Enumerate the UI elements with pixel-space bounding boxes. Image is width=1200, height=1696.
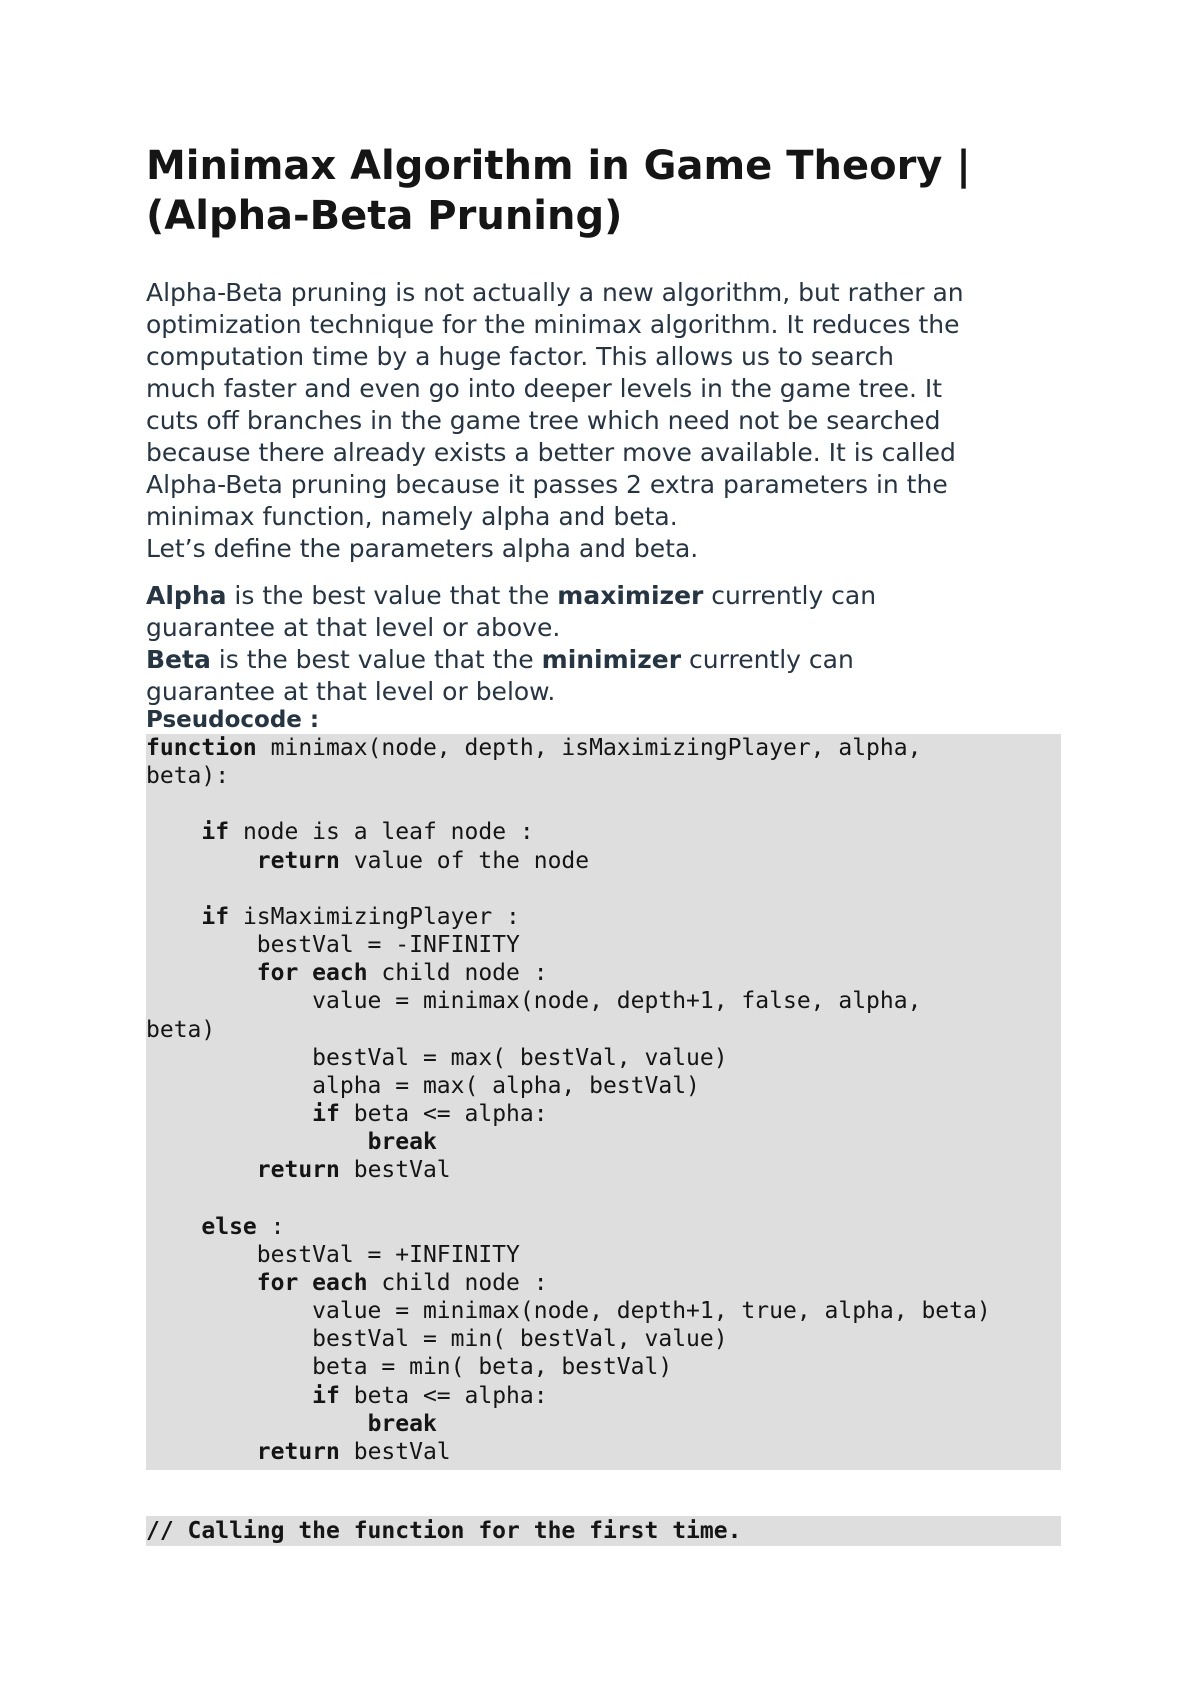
code-keyword: for each (256, 1269, 368, 1296)
alpha-text-1: is the best value that the (226, 581, 558, 610)
code-line: beta) (146, 1016, 216, 1043)
code-line: bestVal = -INFINITY (146, 932, 520, 959)
alpha-text-2: currently can guarantee at that level or above. (146, 581, 877, 642)
code-line: bestVal = +INFINITY (146, 1241, 520, 1268)
code-line: else : (201, 1213, 285, 1240)
code-keyword: for each (256, 960, 368, 987)
code-line: beta = min( beta, bestVal) (146, 1354, 673, 1381)
code-line: bestVal = min( bestVal, value) (146, 1326, 728, 1353)
beta-text-2: currently can guarantee at that level or below. (146, 645, 854, 706)
code-line: return bestVal (256, 1157, 451, 1184)
code-line (146, 875, 1061, 903)
beta-term: Beta (146, 645, 211, 674)
code-keyword: if (312, 1101, 340, 1128)
code-line: if node is a leaf node : (201, 819, 534, 846)
code-line: beta): (146, 763, 230, 790)
code-line: return value of the node (256, 847, 590, 874)
code-line: value = minimax(node, depth+1, false, alpha, (146, 988, 922, 1015)
code-line: if isMaximizingPlayer : (201, 903, 520, 930)
code-keyword: break (367, 1410, 437, 1437)
code-keyword: if (312, 1382, 340, 1409)
code-line: alpha = max( alpha, bestVal) (146, 1072, 700, 1099)
pseudocode-heading: Pseudocode : (146, 707, 320, 733)
code-line (146, 1410, 1061, 1438)
code-line: value = minimax(node, depth+1, true, alpha, beta) (146, 1298, 991, 1325)
beta-role: minimizer (541, 645, 682, 674)
page-title: Minimax Algorithm in Game Theory | (Alpha-Beta Pruning) (146, 143, 971, 239)
code-line: for each child node : (256, 960, 548, 987)
code-line: function minimax(node, depth, isMaximizingPlayer, alpha, (146, 735, 922, 761)
code-keyword: if (201, 903, 230, 930)
code-line: return bestVal (256, 1438, 451, 1465)
code-line: bestVal = max( bestVal, value) (146, 1044, 728, 1071)
code-line (146, 1185, 1061, 1213)
code-keyword: if (201, 819, 230, 846)
code-line (146, 1128, 1061, 1156)
beta-text-1: is the best value that the (210, 645, 542, 674)
alpha-role: maximizer (557, 581, 704, 610)
definitions-paragraph (146, 580, 1061, 708)
code-keyword: return (256, 1157, 340, 1184)
code-line: if beta <= alpha: (312, 1382, 548, 1409)
code-keyword: break (367, 1129, 437, 1156)
code-line: for each child node : (256, 1269, 548, 1296)
pseudocode-block (146, 734, 1061, 1470)
code-line (146, 790, 1061, 818)
code-keyword: return (256, 1438, 340, 1465)
code-line: if beta <= alpha: (312, 1101, 548, 1128)
code-keyword: return (256, 847, 340, 874)
call-comment: // Calling the function for the first time. (146, 1516, 1061, 1546)
code-keyword: else (201, 1213, 257, 1240)
code-keyword: function (146, 735, 257, 761)
alpha-term: Alpha (146, 581, 227, 610)
intro-paragraph: Alpha-Beta pruning is not actually a new algorithm, but rather an optimization technique for the minimax algorithm. It reduces the computation time by a huge factor. This allows us to search much faster and even go into deeper levels in the game tree. It cuts off branches in the game tree which need not be searched because there already exists a better move available. It is called Alpha-Beta pruning because it passes 2 extra parameters in the minimax function, namely alpha and beta. Let’s define the parameters alpha and beta. (146, 278, 964, 563)
